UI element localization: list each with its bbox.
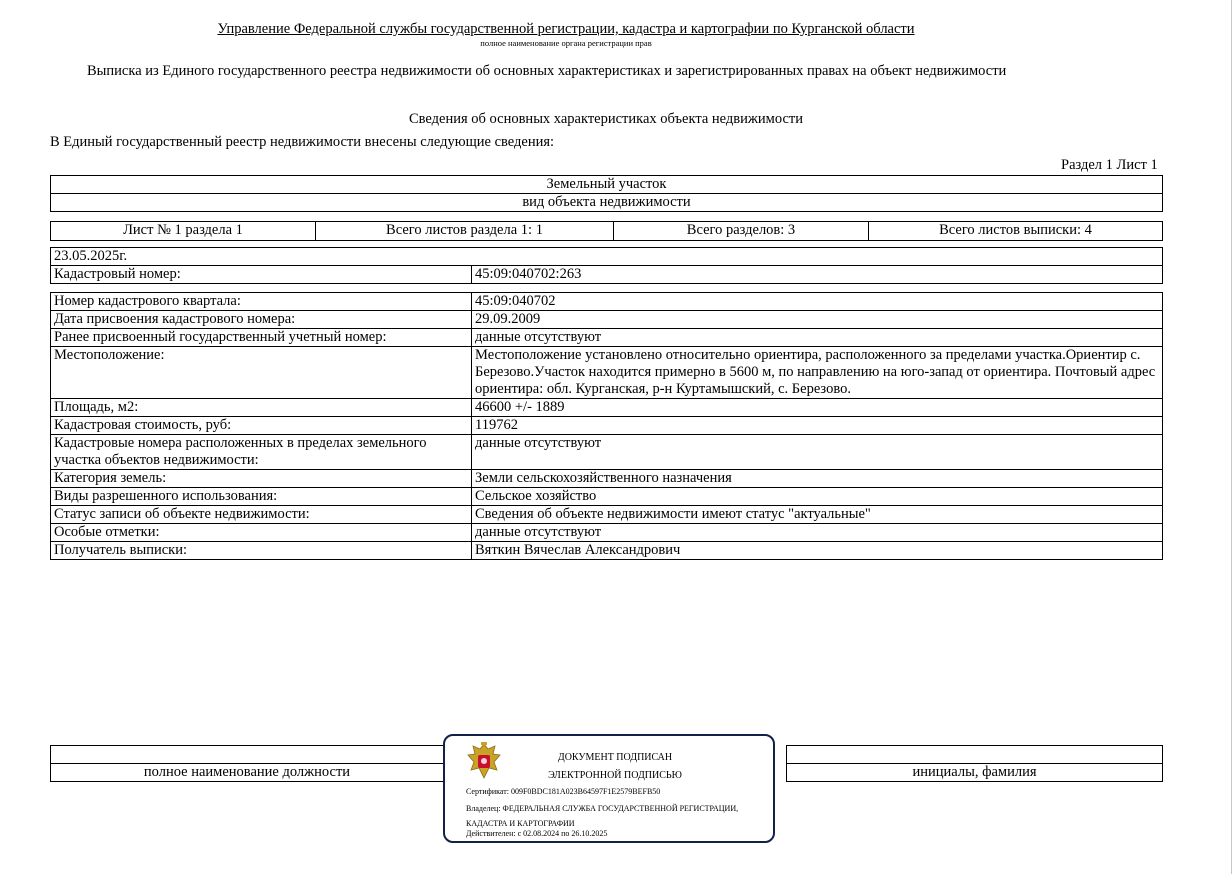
section-title: Сведения об основных характеристиках объекта недвижимости: [408, 111, 804, 127]
field-label: Площадь, м2:: [51, 399, 472, 417]
electronic-signature-stamp: [443, 734, 775, 843]
extract-title: Выписка из Единого государственного реестра недвижимости об основных характеристиках и зарегистрированных правах на объект недвижимости: [87, 63, 1007, 79]
field-value: Местоположение установлено относительно ориентира, расположенного за пределами участка.Ориентир с. Березово.Участок находится примерно в 5600 м, по направлению на юго-запад от ориентира. Почтовый адрес ориентира: обл. Курганская, р-н Куртамышский, с. Березово.: [472, 347, 1163, 399]
object-type-table: [50, 175, 1163, 212]
field-label: Ранее присвоенный государственный учетный номер:: [51, 329, 472, 347]
characteristics-table: [50, 292, 1163, 560]
field-value: Сведения об объекте недвижимости имеют статус "актуальные": [472, 506, 1163, 524]
field-label: Статус записи об объекте недвижимости:: [51, 506, 472, 524]
extract-sheets-total: Всего листов выписки: 4: [869, 222, 1163, 241]
field-label: Особые отметки:: [51, 524, 472, 542]
field-label: Получатель выписки:: [51, 542, 472, 560]
cadastral-number-label: Кадастровый номер:: [51, 266, 472, 284]
stamp-line-2: ЭЛЕКТРОННОЙ ПОДПИСЬЮ: [548, 770, 682, 781]
cadastral-number-value: 45:09:040702:263: [472, 266, 1163, 284]
field-row: [51, 506, 1163, 524]
sheet-reference: Раздел 1 Лист 1: [1061, 157, 1158, 173]
intro-text: В Единый государственный реестр недвижимости внесены следующие сведения:: [50, 134, 555, 150]
position-caption: полное наименование должности: [51, 764, 444, 782]
field-row: [51, 399, 1163, 417]
record-header-table: [50, 247, 1163, 284]
sheet-number: Лист № 1 раздела 1: [51, 222, 316, 241]
field-value: данные отсутствуют: [472, 435, 1163, 470]
field-value: 45:09:040702: [472, 293, 1163, 311]
stamp-line-1: ДОКУМЕНТ ПОДПИСАН: [557, 752, 673, 763]
record-date: 23.05.2025г.: [51, 248, 1163, 266]
field-value: 29.09.2009: [472, 311, 1163, 329]
field-value: Земли сельскохозяйственного назначения: [472, 470, 1163, 488]
stamp-certificate: Сертификат: 009F0BDC181A023B64597F1E2579BEFB50: [466, 787, 661, 796]
field-row: [51, 435, 1163, 470]
field-value: 46600 +/- 1889: [472, 399, 1163, 417]
field-label: Номер кадастрового квартала:: [51, 293, 472, 311]
object-type: Земельный участок: [51, 176, 1163, 194]
authority-title: Управление Федеральной службы государственной регистрации, кадастра и картографии по Курганской области: [217, 21, 915, 37]
field-row: [51, 311, 1163, 329]
sheets-table: [50, 221, 1163, 241]
authority-note: полное наименование органа регистрации прав: [480, 38, 652, 48]
sections-total: Всего разделов: 3: [614, 222, 869, 241]
name-caption: инициалы, фамилия: [787, 764, 1163, 782]
field-value: данные отсутствуют: [472, 329, 1163, 347]
field-value: Вяткин Вячеслав Александрович: [472, 542, 1163, 560]
stamp-validity: Действителен: с 02.08.2024 по 26.10.2025: [466, 829, 608, 838]
field-label: Кадастровая стоимость, руб:: [51, 417, 472, 435]
field-row: [51, 329, 1163, 347]
field-value: данные отсутствуют: [472, 524, 1163, 542]
field-value: 119762: [472, 417, 1163, 435]
field-row: [51, 524, 1163, 542]
field-row: [51, 417, 1163, 435]
field-label: Местоположение:: [51, 347, 472, 399]
field-label: Виды разрешенного использования:: [51, 488, 472, 506]
position-cell: [51, 746, 444, 764]
object-type-caption: вид объекта недвижимости: [51, 194, 1163, 212]
field-label: Дата присвоения кадастрового номера:: [51, 311, 472, 329]
field-label: Кадастровые номера расположенных в пределах земельного участка объектов недвижимости:: [51, 435, 472, 470]
field-row: [51, 470, 1163, 488]
field-row: [51, 347, 1163, 399]
field-row: [51, 542, 1163, 560]
name-cell: [787, 746, 1163, 764]
section-sheets-total: Всего листов раздела 1: 1: [316, 222, 614, 241]
field-row: [51, 293, 1163, 311]
field-label: Категория земель:: [51, 470, 472, 488]
stamp-owner: Владелец: ФЕДЕРАЛЬНАЯ СЛУЖБА ГОСУДАРСТВЕННОЙ РЕГИСТРАЦИИ, КАДАСТРА И КАРТОГРАФИИ: [466, 804, 739, 828]
field-row: [51, 488, 1163, 506]
field-value: Сельское хозяйство: [472, 488, 1163, 506]
